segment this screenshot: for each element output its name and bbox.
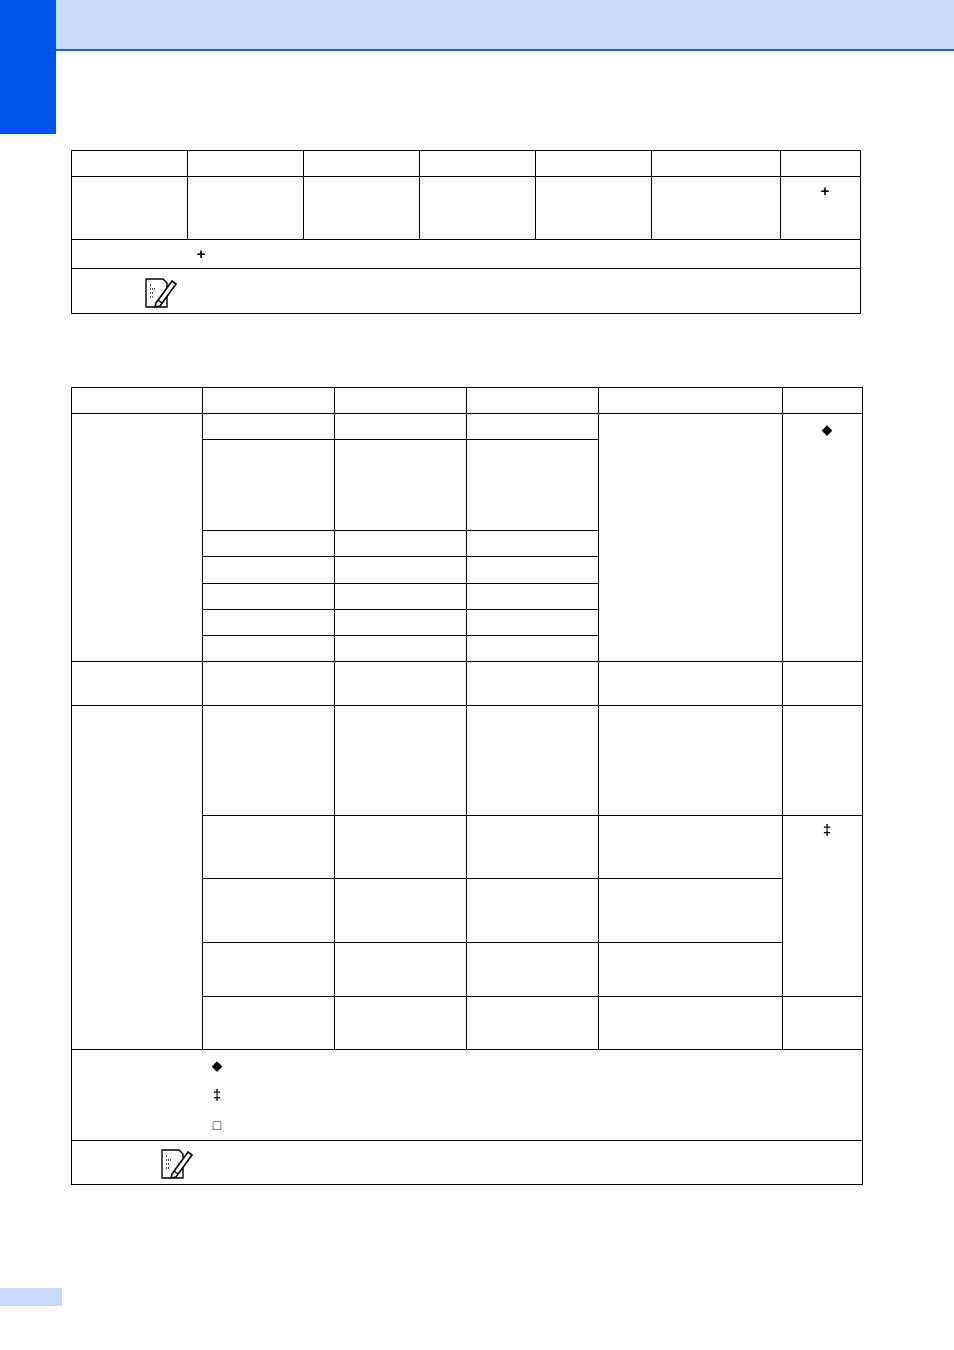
legend-symbol: ◆: [212, 1058, 222, 1073]
table-1-column-divider: [780, 150, 781, 239]
note-pencil-icon: [143, 276, 177, 310]
table-2-row-divider: [71, 661, 863, 662]
table-2-subrow-divider: [202, 942, 782, 943]
table-2-subrow-divider: [202, 439, 599, 440]
table-2-subrow-divider: [202, 815, 863, 816]
table-1-row1-marker: +: [820, 183, 830, 200]
table-2-column-divider: [466, 387, 467, 1049]
page-header-bar: [0, 0, 954, 51]
note-pencil-icon: [159, 1147, 193, 1181]
table-2-column-divider: [598, 387, 599, 1049]
table-1-row-divider: [71, 239, 861, 240]
table-1-column-divider: [187, 150, 188, 239]
table-2-header-divider: [71, 413, 863, 414]
page-number-tab: [0, 1288, 62, 1306]
table-1-column-divider: [535, 150, 536, 239]
table-2-column-divider: [202, 387, 203, 1049]
legend-symbol: ‡: [212, 1087, 222, 1104]
chapter-tab: [0, 0, 56, 134]
table-2-column-divider: [782, 387, 783, 1049]
table-2-row-group-marker: ‡: [822, 822, 832, 839]
table-1-footnote-marker: +: [196, 246, 206, 263]
table-2-column-divider: [334, 387, 335, 1049]
table-2-border: [71, 387, 863, 1185]
table-1-column-divider: [419, 150, 420, 239]
table-1-border: [71, 150, 861, 314]
table-2-subrow-divider: [202, 583, 599, 584]
table-2-row-divider: [71, 705, 863, 706]
table-2-subrow-divider: [202, 996, 863, 997]
table-2-row-divider: [71, 1140, 863, 1141]
table-2-subrow-divider: [202, 635, 599, 636]
table-2-subrow-divider: [202, 556, 599, 557]
table-2-subrow-divider: [202, 609, 599, 610]
table-2-row-divider: [71, 1049, 863, 1050]
table-1-column-divider: [303, 150, 304, 239]
table-1-row-divider: [71, 268, 861, 269]
table-2-subrow-divider: [202, 878, 782, 879]
table-1-header-divider: [71, 176, 861, 177]
table-1-column-divider: [651, 150, 652, 239]
table-2-row1-marker: ◆: [822, 422, 832, 437]
legend-symbol: □: [212, 1117, 222, 1133]
table-2-subrow-divider: [202, 530, 599, 531]
